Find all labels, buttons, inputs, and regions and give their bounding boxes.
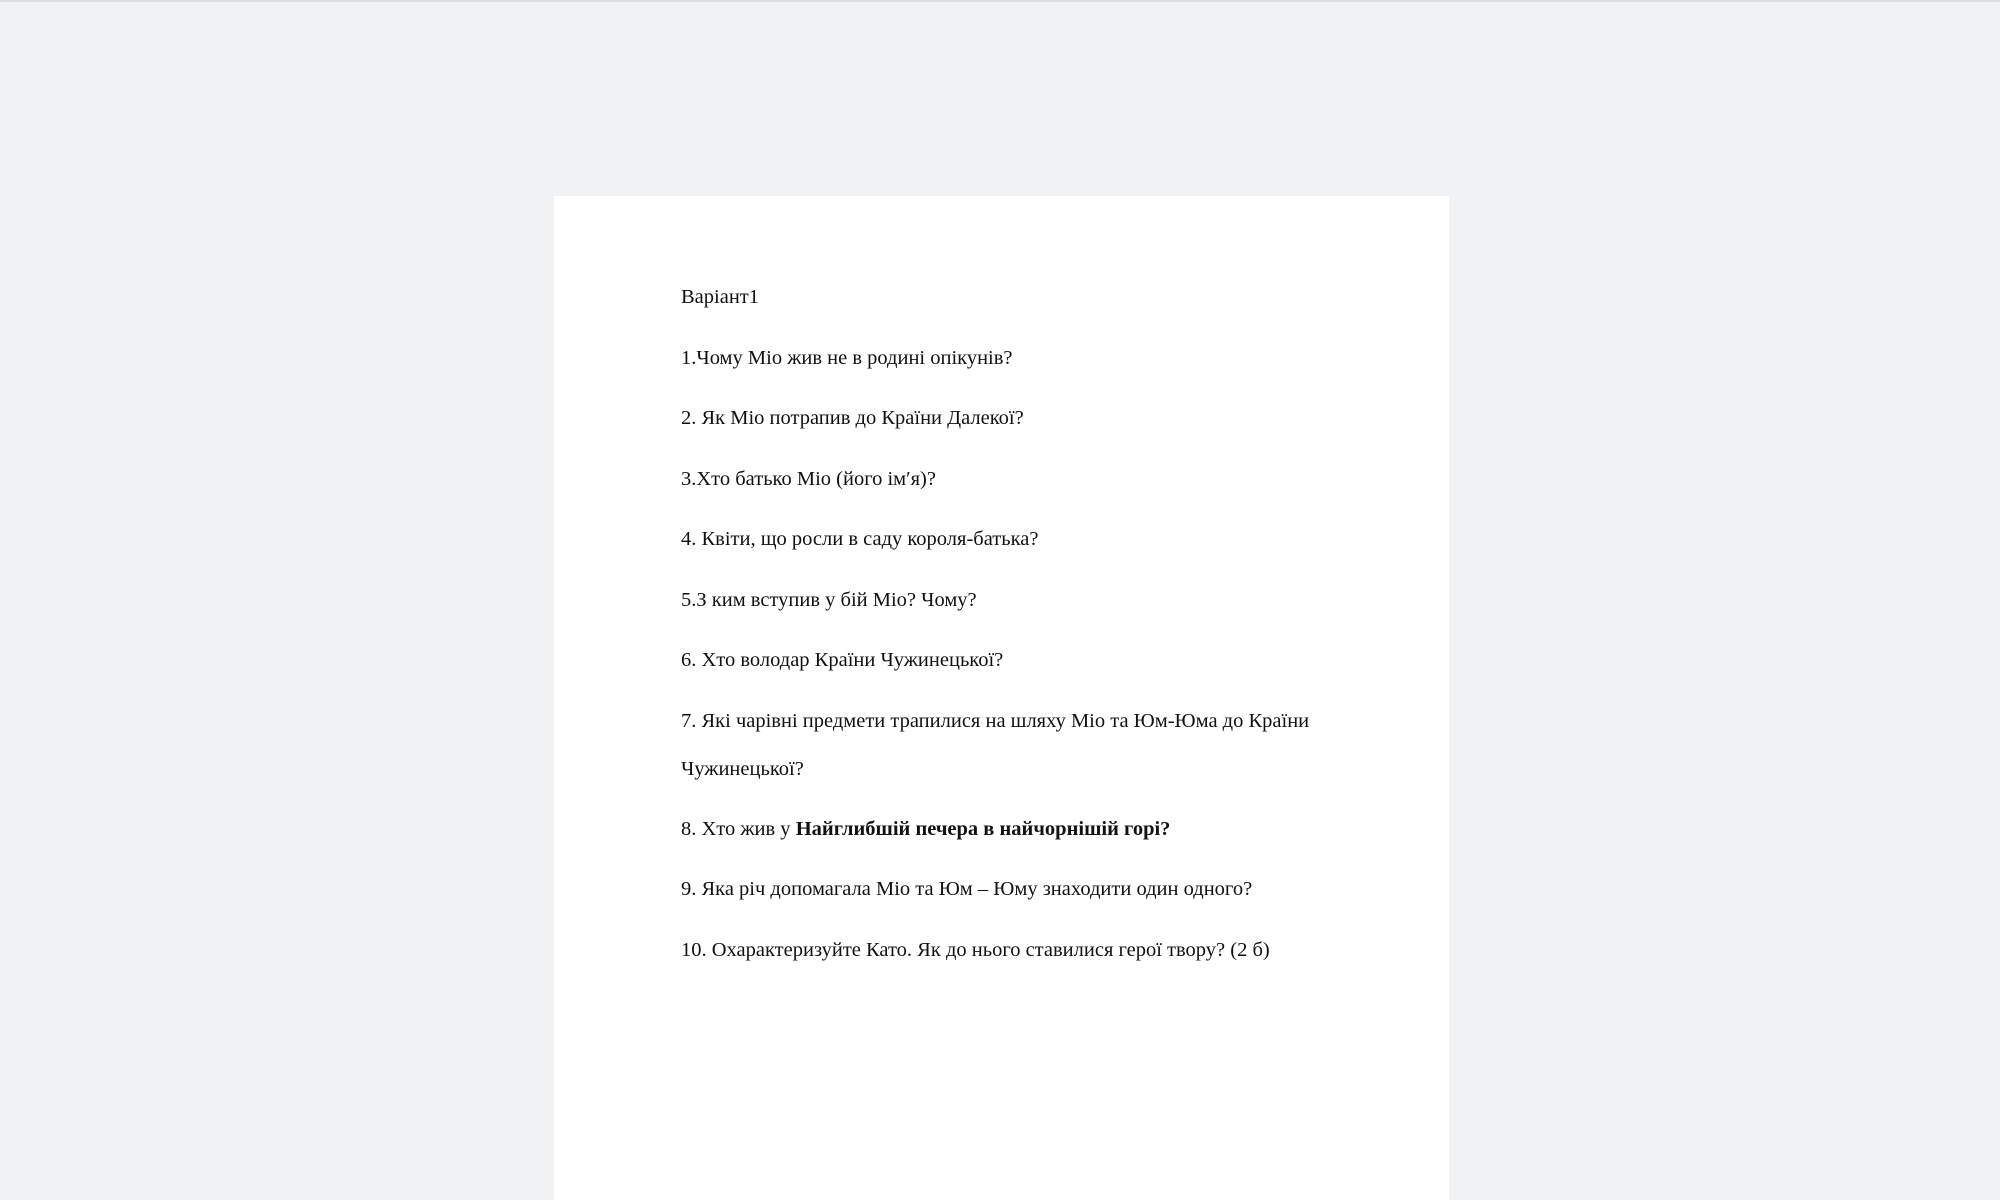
question-2: 2. Як Міо потрапив до Країни Далекої? [681, 407, 1024, 429]
question-7: 7. Які чарівні предмети трапилися на шляху Міо та Юм-Юма до Країни Чужинецької? [681, 709, 1310, 780]
question-10: 10. Охарактеризуйте Като. Як до нього ставилися герої твору? (2 б) [681, 938, 1270, 961]
question-3: 3.Хто батько Міо (його ім′я)? [681, 467, 936, 490]
question-8-bold: Найглибшій печера в найчорнішій горі? [795, 817, 1171, 840]
document-page [554, 196, 1449, 1200]
question-5: 5.З ким вступив у бій Міо? Чому? [681, 588, 977, 611]
question-8 [681, 814, 1361, 844]
page-content [681, 282, 1361, 995]
variant-title: Варіант1 [681, 286, 759, 308]
question-6: 6. Хто володар Країни Чужинецької? [681, 649, 1004, 671]
question-4: 4. Квіти, що росли в саду короля-батька? [681, 528, 1039, 550]
question-9: 9. Яка річ допомагала Міо та Юм – Юму знаходити один одного? [681, 878, 1253, 900]
question-1: 1.Чому Міо жив не в родині опікунів? [681, 346, 1013, 369]
question-8-prefix: 8. Хто жив у [681, 817, 796, 840]
